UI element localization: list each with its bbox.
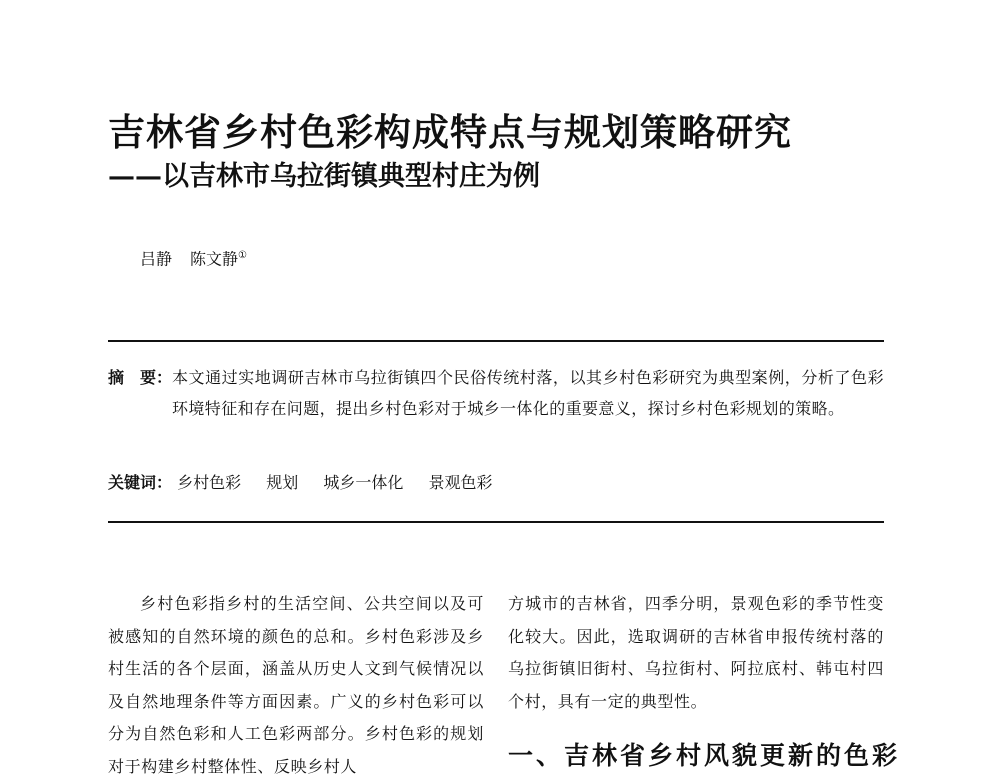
author-name: 陈文静 (190, 249, 239, 269)
keyword: 景观色彩 (428, 473, 493, 492)
abstract-block (108, 362, 884, 424)
body-paragraph: 乡村色彩指乡村的生活空间、公共空间以及可被感知的自然环境的颜色的总和。乡村色彩涉及乡村生活的各个层面，涵盖从历史人文到气候情况以及自然地理条件等方面因素。广义的乡村色彩可以分为自然色彩和人工色彩两部分。乡村色彩的规划对于构建乡村整体性、反映乡村人 (108, 594, 484, 776)
abstract-text: 本文通过实地调研吉林市乌拉街镇四个民俗传统村落，以其乡村色彩研究为典型案例，分析了色彩环境特征和存在问题，提出乡村色彩对于城乡一体化的重要意义，探讨乡村色彩规划的策略。 (172, 368, 884, 418)
bottom-divider (108, 521, 884, 523)
keywords-line (108, 470, 512, 496)
body-paragraph: 方城市的吉林省，四季分明，景观色彩的季节性变化较大。因此，选取调研的吉林省申报传统村落的乌拉街镇旧街村、乌拉街村、阿拉底村、韩屯村四个村，具有一定的典型性。 (508, 594, 884, 711)
author-name: 吕静 (140, 249, 173, 269)
body-column-left (108, 588, 484, 783)
keyword: 乡村色彩 (177, 473, 242, 492)
section-heading: 一、吉林省乡村风貌更新的色彩 (508, 741, 901, 770)
keywords-label: 关键词： (108, 473, 173, 492)
paper-subtitle: ——以吉林市乌拉街镇典型村庄为例 (108, 161, 540, 192)
abstract-label: 摘 要： (108, 368, 173, 387)
paper-title: 吉林省乡村色彩构成特点与规划策略研究 (108, 110, 792, 154)
keyword: 规划 (266, 473, 299, 492)
footnote-mark: ① (238, 250, 247, 261)
keyword: 城乡一体化 (323, 473, 404, 492)
body-column-right (508, 588, 884, 718)
top-divider (108, 340, 884, 342)
author-line (140, 244, 247, 271)
